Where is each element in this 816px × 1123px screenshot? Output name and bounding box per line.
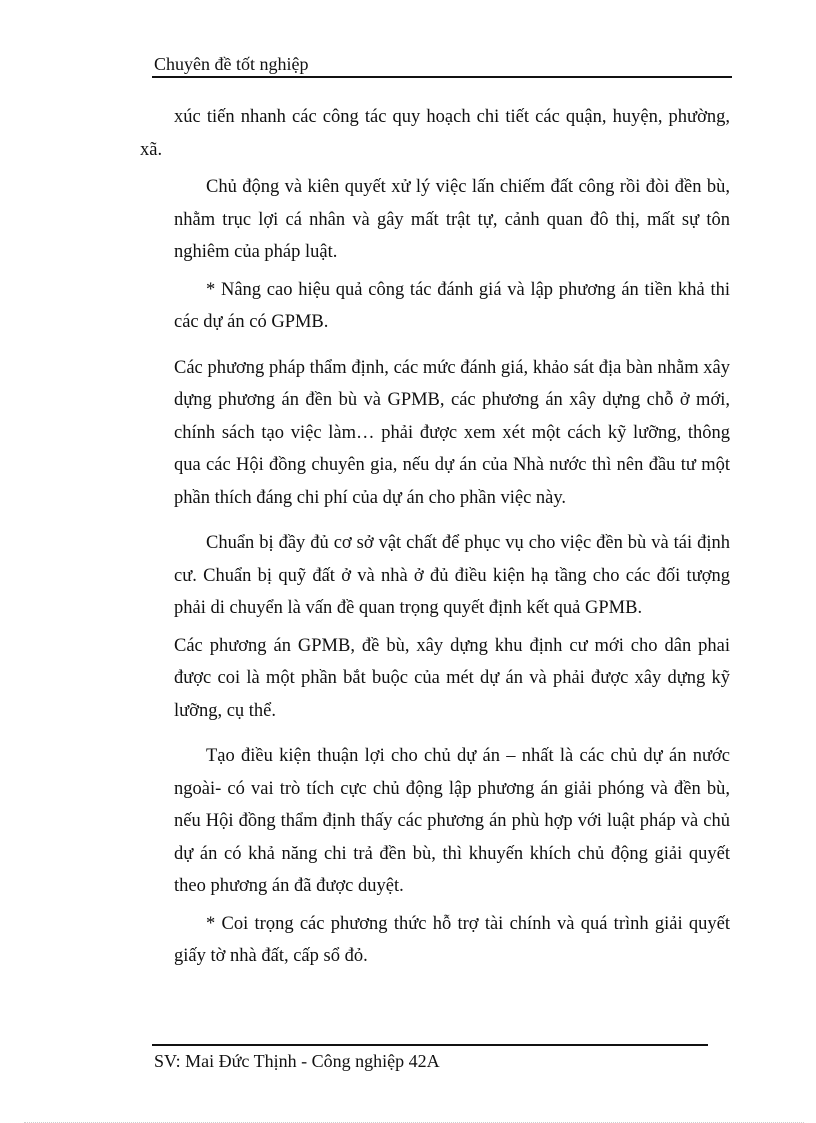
header-title: Chuyên đề tốt nghiệp (154, 54, 309, 74)
paragraph-continuation (140, 101, 730, 166)
paragraph-line: xúc tiến nhanh các công tác quy hoạch chi tiết các quận, huyện, phường, (174, 107, 730, 127)
paragraph: Các phương pháp thẩm định, các mức đánh giá, khảo sát địa bàn nhằm xây dựng phương án đền bù và GPMB, các phương án xây dựng chỗ ở mới, chính sách tạo việc làm… phải được xem xét một cách kỹ lưỡng, thông qua các Hội đồng chuyên gia, nếu dự án của Nhà nước thì nên đầu tư một phần thích đáng chi phí của dự án cho phần việc này. (174, 357, 730, 508)
paragraph: * Nâng cao hiệu quả công tác đánh giá và lập phương án tiền khả thi các dự án có GPMB. (174, 279, 730, 332)
header-rule (152, 76, 732, 78)
footer-rule (152, 1044, 708, 1046)
paragraph: Tạo điều kiện thuận lợi cho chủ dự án – nhất là các chủ dự án nước ngoài- có vai trò tích cực chủ động lập phương án giải phóng và đền bù, nếu Hội đồng thẩm định thấy các phương án phù hợp với luật pháp và chủ dự án có khả năng chi trả đền bù, thì khuyến khích chủ động giải quyết theo phương án đã được duyệt. (174, 746, 730, 896)
body-text (140, 101, 730, 973)
paragraph: Chủ động và kiên quyết xử lý việc lấn chiếm đất công rồi đòi đền bù, nhằm trục lợi cá nhân và gây mất trật tự, cảnh quan đô thị, mất sự tôn nghiêm của pháp luật. (174, 177, 730, 262)
paragraph: * Coi trọng các phương thức hỗ trợ tài chính và quá trình giải quyết giấy tờ nhà đất, cấp sổ đỏ. (174, 913, 730, 966)
footer-text: SV: Mai Đức Thịnh - Công nghiệp 42A (154, 1051, 440, 1071)
paragraph: Các phương án GPMB, đề bù, xây dựng khu định cư mới cho dân phai được coi là một phần bắt buộc của mét dự án và phải được xây dựng kỹ lưỡng, cụ thể. (174, 635, 730, 721)
paragraph: Chuẩn bị đầy đủ cơ sở vật chất để phục vụ cho việc đền bù và tái định cư. Chuẩn bị quỹ đất ở và nhà ở đủ điều kiện hạ tầng cho các đối tượng phải di chuyển là vấn đề quan trọng quyết định kết quả GPMB. (174, 533, 730, 618)
paragraph-line: xã. (140, 139, 163, 160)
